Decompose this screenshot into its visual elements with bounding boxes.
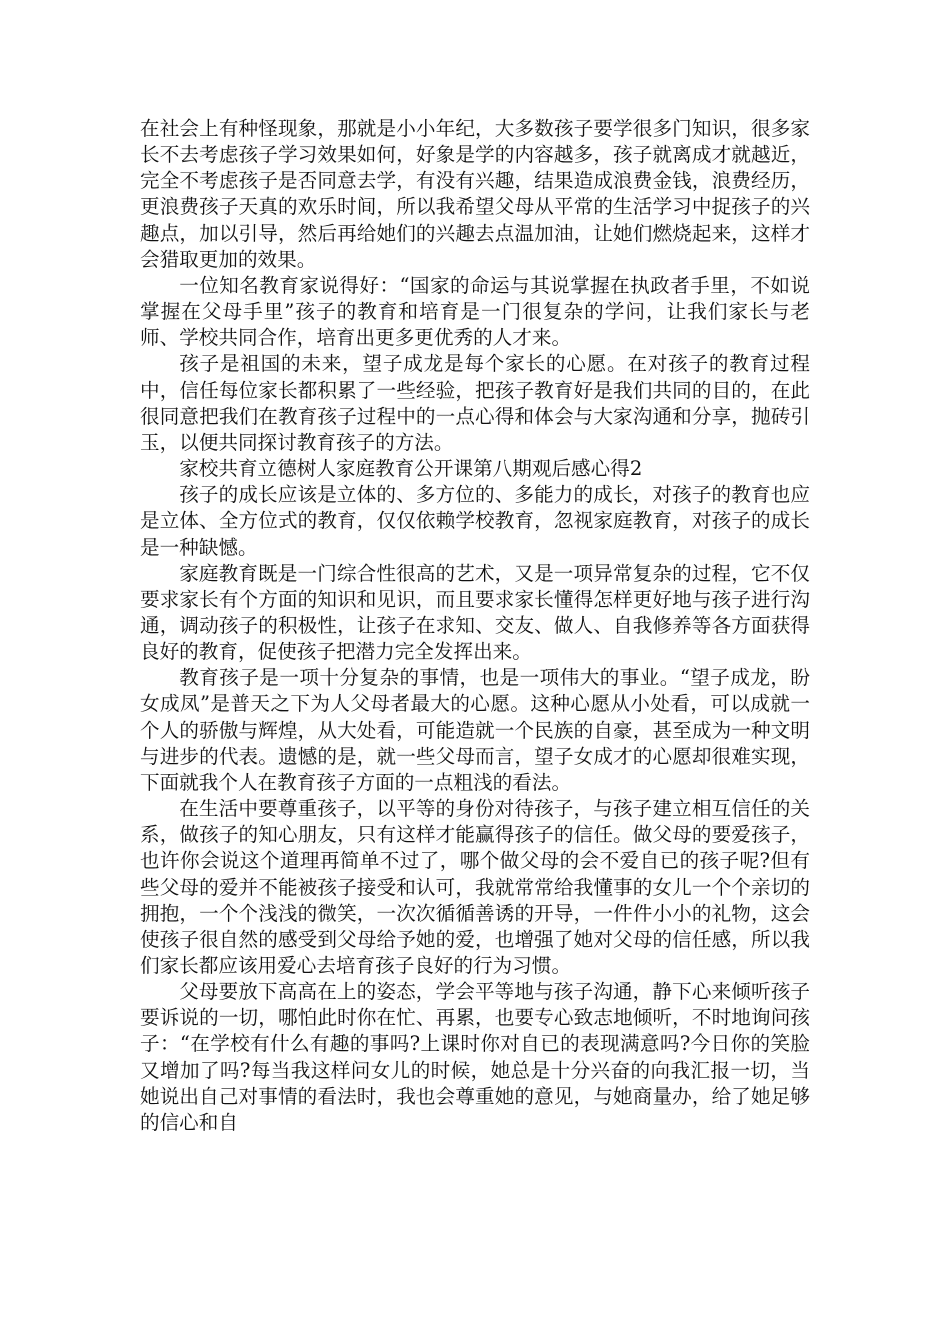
paragraph-4: 孩子的成长应该是立体的、多方位的、多能力的成长，对孩子的教育也应是立体、全方位式的教育，仅仅依赖学校教育，忽视家庭教育，对孩子的成长是一种缺憾。 (140, 483, 810, 559)
paragraph-7: 在生活中要尊重孩子，以平等的身份对待孩子，与孩子建立相互信任的关系，做孩子的知心朋友，只有这样才能赢得孩子的信任。做父母的要爱孩子，也许你会说这个道理再简单不过了，哪个做父母的会不爱自已的孩子呢?但有些父母的爱并不能被孩子接受和认可，我就常常给我懂事的女儿一个个亲切的拥抱，一个个浅浅的微笑，一次次循循善诱的开导，一件件小小的礼物，这会使孩子很自然的感受到父母给予她的爱，也增强了她对父母的信任感，所以我们家长都应该用爱心去培育孩子良好的行为习惯。 (140, 797, 810, 977)
paragraph-8: 父母要放下高高在上的姿态，学会平等地与孩子沟通，静下心来倾听孩子要诉说的一切，哪怕此时你在忙、再累，也要专心致志地倾听，不时地询问孩子：“在学校有什么有趣的事吗?上课时你对自已的表现满意吗?今日你的笑脸又增加了吗?每当我这样问女儿的时候，她总是十分兴奋的向我汇报一切，当她说出自己对事情的看法时，我也会尊重她的意见，与她商量办，给了她足够的信心和自 (140, 980, 810, 1134)
paragraph-3: 孩子是祖国的未来，望子成龙是每个家长的心愿。在对孩子的教育过程中，信任每位家长都积累了一些经验，把孩子教育好是我们共同的目的，在此很同意把我们在教育孩子过程中的一点心得和体会与大家沟通和分享，抛砖引玉，以便共同探讨教育孩子的方法。 (140, 352, 810, 454)
paragraph-1: 在社会上有种怪现象，那就是小小年纪，大多数孩子要学很多门知识，很多家长不去考虑孩子学习效果如何，好象是学的内容越多，孩子就离成才就越近，完全不考虑孩子是否同意去学，有没有兴趣，结果造成浪费金钱，浪费经历，更浪费孩子天真的欢乐时间，所以我希望父母从平常的生活学习中捉孩子的兴趣点，加以引导，然后再给她们的兴趣去点温加油，让她们燃烧起来，这样才会猎取更加的效果。 (140, 117, 810, 271)
document-page (140, 116, 810, 1136)
paragraph-6: 教育孩子是一项十分复杂的事情，也是一项伟大的事业。“望子成龙，盼女成凤”是普天之下为人父母者最大的心愿。这种心愿从小处看，可以成就一个人的骄傲与辉煌，从大处看，可能造就一个民族的自豪，甚至成为一种文明与进步的代表。遗憾的是，就一些父母而言，望子女成才的心愿却很难实现，下面就我个人在教育孩子方面的一点粗浅的看法。 (140, 666, 810, 794)
section-heading: 家校共育立德树人家庭教育公开课第八期观后感心得2 (179, 457, 643, 481)
paragraph-2: 一位知名教育家说得好：“国家的命运与其说掌握在执政者手里，不如说掌握在父母手里”孩子的教育和培育是一门很复杂的学问，让我们家长与老师、学校共同合作，培育出更多更优秀的人才来。 (140, 273, 810, 350)
paragraph-5: 家庭教育既是一门综合性很高的艺术，又是一项异常复杂的过程，它不仅要求家长有个方面的知识和见识，而且要求家长懂得怎样更好地与孩子进行沟通，调动孩子的积极性，让孩子在求知、交友、做人、自我修养等各方面获得良好的教育，促使孩子把潜力完全发挥出来。 (140, 561, 810, 664)
